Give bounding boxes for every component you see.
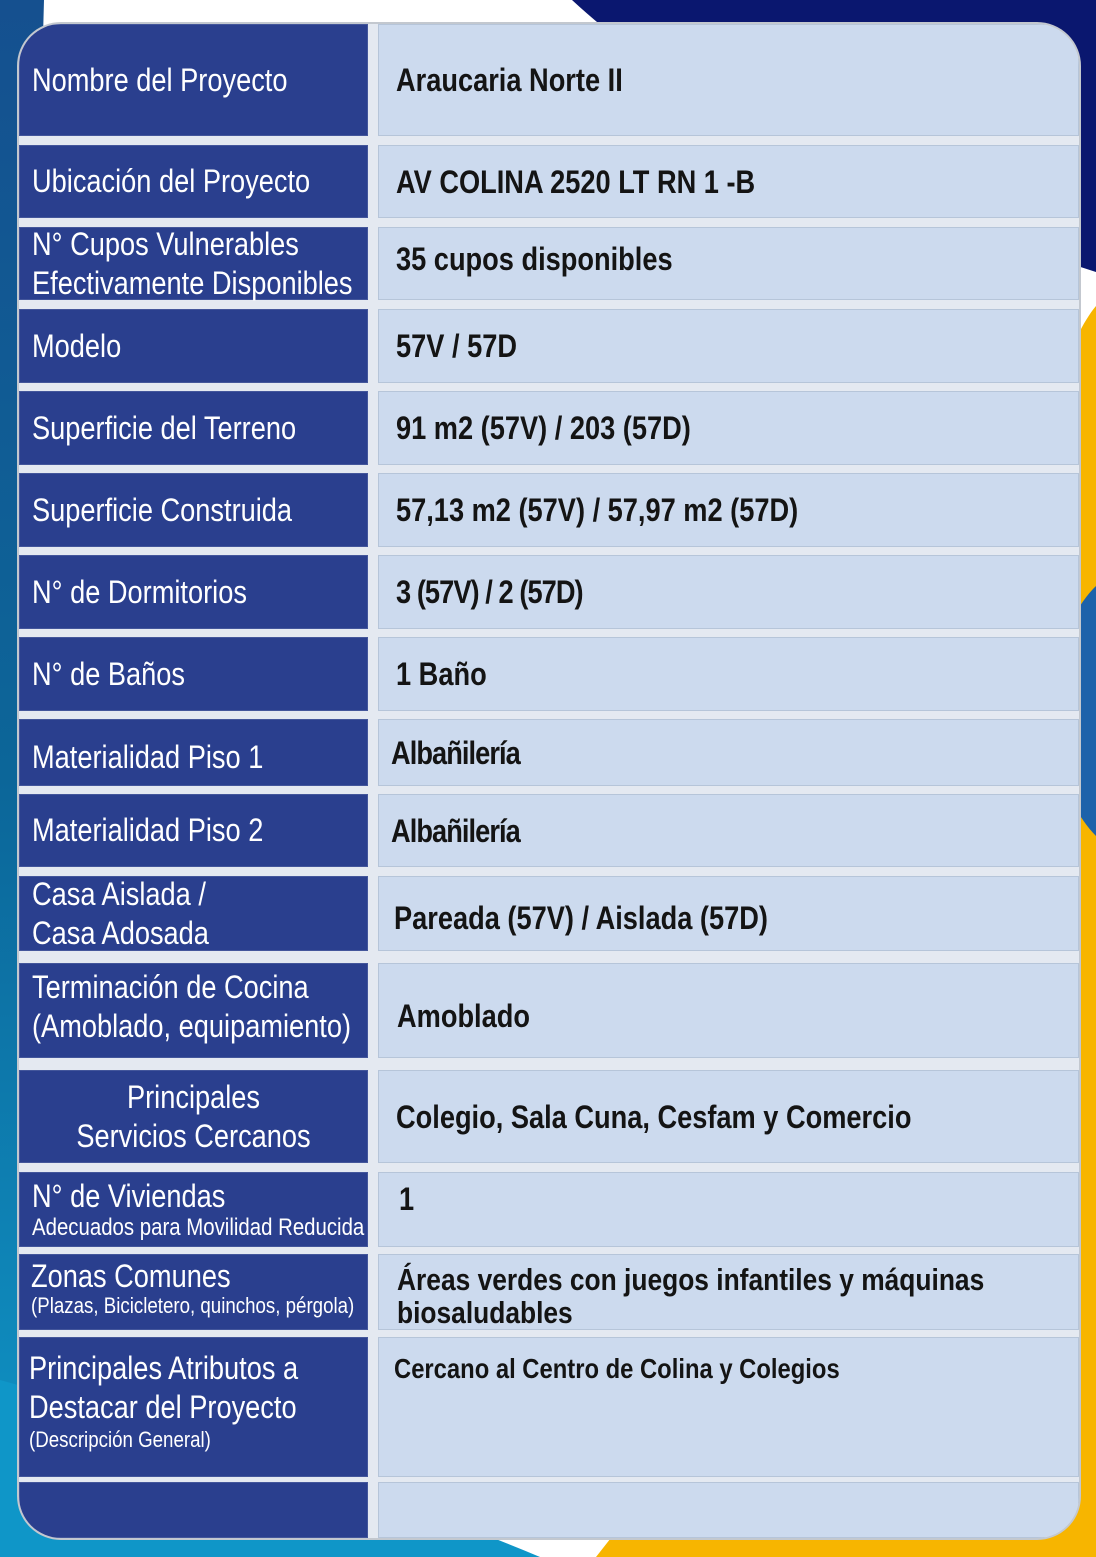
project-info-table (17, 22, 1081, 1540)
value-nombre-del-proyecto: Araucaria Norte II (396, 62, 623, 98)
value-dormitorios: 3 (57V) / 2 (57D) (396, 574, 583, 610)
label-materialidad-piso-1: Materialidad Piso 1 (32, 738, 264, 775)
label-cell-modelo (19, 309, 368, 383)
value-cell-superficie-terreno (378, 391, 1079, 465)
label-cell-atributos (19, 1337, 368, 1477)
label-atributos-line-1: Principales Atributos a (29, 1350, 299, 1386)
label-tipo-casa-line-1: Casa Aislada / (32, 875, 206, 912)
value-cell-piso-1 (378, 719, 1079, 786)
label-superficie-terreno: Superficie del Terreno (32, 409, 297, 446)
row-atributos-proyecto (19, 1337, 1079, 1477)
label-cell-viviendas (19, 1172, 368, 1247)
label-cell-piso-1 (19, 719, 368, 786)
row-modelo (19, 309, 1079, 383)
value-zonas-comunes-line-2: biosaludables (397, 1294, 573, 1330)
row-cupos-vulnerables (19, 227, 1079, 300)
value-cell-piso-2 (378, 794, 1079, 867)
row-superficie-construida (19, 473, 1079, 547)
label-cell-ubicacion (19, 145, 368, 218)
label-atributos-note: (Descripción General) (29, 1427, 211, 1452)
value-zonas-comunes-line-1: Áreas verdes con juegos infantiles y máquinas (397, 1261, 985, 1297)
label-banos: N° de Baños (32, 655, 186, 692)
row-empty (19, 1482, 1079, 1538)
label-cocina-line-2: (Amoblado, equipamiento) (32, 1007, 352, 1044)
value-cell-dormitorios (378, 555, 1079, 629)
value-modelo: 57V / 57D (396, 328, 517, 364)
value-tipo-casa: Pareada (57V) / Aislada (57D) (394, 900, 768, 936)
label-cell-zonas-comunes (19, 1254, 368, 1330)
row-materialidad-piso-1 (19, 719, 1079, 786)
label-cell-cupos (19, 227, 368, 300)
value-cell-nombre-del-proyecto (378, 24, 1079, 136)
value-materialidad-piso-1: Albañilería (391, 734, 520, 771)
label-cocina-line-1: Terminación de Cocina (32, 968, 309, 1005)
label-dormitorios: N° de Dormitorios (32, 573, 247, 610)
value-cell-modelo (378, 309, 1079, 383)
value-cell-cupos (378, 227, 1079, 300)
label-ubicacion-del-proyecto: Ubicación del Proyecto (32, 163, 311, 199)
label-cell-banos (19, 637, 368, 711)
row-servicios-cercanos (19, 1070, 1079, 1163)
value-cupos-disponibles: 35 cupos disponibles (396, 240, 673, 277)
label-cell-superficie-terreno (19, 391, 368, 465)
label-zonas-comunes-note: (Plazas, Bicicletero, quinchos, pérgola) (31, 1293, 355, 1318)
row-tipo-casa (19, 876, 1079, 951)
label-cupos-line-2: Efectivamente Disponibles (32, 264, 353, 301)
value-servicios-cercanos: Colegio, Sala Cuna, Cesfam y Comercio (396, 1098, 912, 1135)
label-cell-tipo-casa (19, 876, 368, 951)
row-ubicacion-del-proyecto (19, 145, 1079, 218)
value-cell-empty (378, 1482, 1079, 1538)
label-cell-nombre-del-proyecto (19, 24, 368, 136)
value-cell-viviendas (378, 1172, 1079, 1247)
label-modelo: Modelo (32, 327, 122, 364)
value-cell-zonas-comunes (378, 1254, 1079, 1330)
value-cell-servicios (378, 1070, 1079, 1163)
label-cell-empty (19, 1482, 368, 1538)
value-cell-ubicacion (378, 145, 1079, 218)
label-atributos-line-2: Destacar del Proyecto (29, 1389, 297, 1425)
row-viviendas-movilidad-reducida (19, 1172, 1079, 1247)
label-servicios-line-2: Servicios Cercanos (76, 1117, 311, 1154)
value-ubicacion-del-proyecto: AV COLINA 2520 LT RN 1 -B (396, 163, 756, 200)
row-terminacion-cocina (19, 963, 1079, 1058)
value-superficie-construida: 57,13 m2 (57V) / 57,97 m2 (57D) (396, 492, 799, 528)
value-cell-atributos (378, 1337, 1079, 1477)
value-terminacion-cocina: Amoblado (397, 998, 530, 1034)
label-viviendas: N° de Viviendas (32, 1177, 226, 1214)
value-cell-tipo-casa (378, 876, 1079, 951)
label-tipo-casa-line-2: Casa Adosada (32, 914, 209, 951)
label-servicios-line-1: Principales (126, 1078, 261, 1115)
label-cupos-line-1: N° Cupos Vulnerables (32, 225, 299, 262)
value-viviendas: 1 (399, 1181, 415, 1217)
label-cell-servicios (19, 1070, 368, 1163)
row-dormitorios (19, 555, 1079, 629)
row-banos (19, 637, 1079, 711)
value-materialidad-piso-2: Albañilería (391, 812, 520, 849)
row-superficie-terreno (19, 391, 1079, 465)
label-materialidad-piso-2: Materialidad Piso 2 (32, 812, 264, 848)
label-viviendas-note: Adecuados para Movilidad Reducida (32, 1213, 365, 1241)
label-cell-dormitorios (19, 555, 368, 629)
value-banos: 1 Baño (396, 656, 487, 692)
value-superficie-terreno: 91 m2 (57V) / 203 (57D) (396, 410, 691, 446)
value-cell-superficie-construida (378, 473, 1079, 547)
label-cell-superficie-construida (19, 473, 368, 547)
label-zonas-comunes: Zonas Comunes (31, 1258, 231, 1294)
row-materialidad-piso-2 (19, 794, 1079, 867)
label-cell-piso-2 (19, 794, 368, 867)
row-nombre-del-proyecto (19, 24, 1079, 136)
value-atributos-proyecto: Cercano al Centro de Colina y Colegios (394, 1353, 840, 1384)
label-nombre-del-proyecto: Nombre del Proyecto (32, 61, 288, 98)
label-cell-cocina (19, 963, 368, 1058)
label-superficie-construida: Superficie Construida (32, 491, 293, 528)
value-cell-banos (378, 637, 1079, 711)
row-zonas-comunes (19, 1254, 1079, 1330)
value-cell-cocina (378, 963, 1079, 1058)
